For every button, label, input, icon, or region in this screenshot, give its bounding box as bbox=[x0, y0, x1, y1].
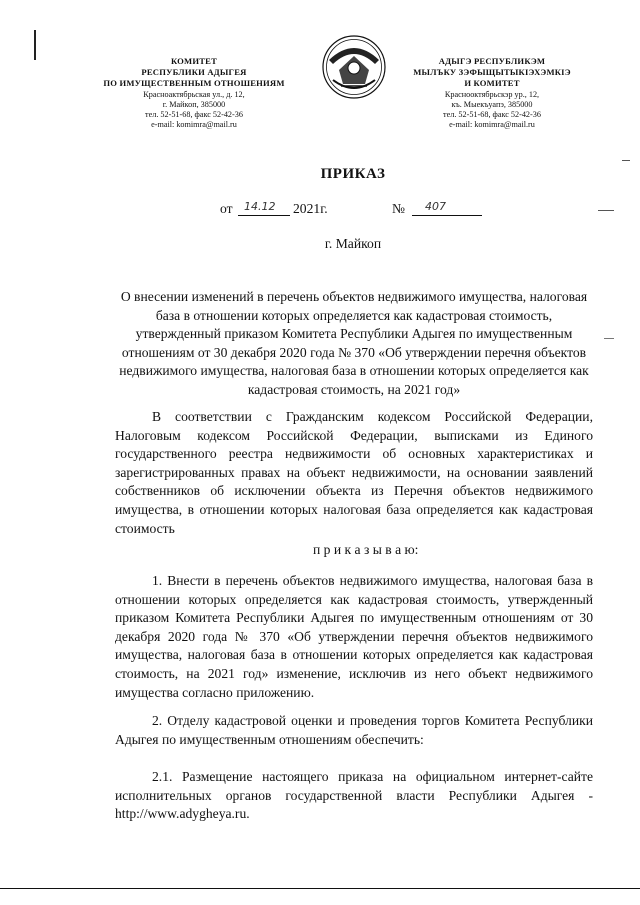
order-subject: О внесении изменений в перечень объектов недвижимого имущества, налоговая база в отношении которых определяется как кадастровая стоимость, утвержденный приказом Комитета Республики Адыгея по имущественным отношениям от 30 декабря 2020 года № 370 «Об утверждении перечня объектов недвижимого имущества, налоговая база в отношении которых определяется как кадастровая стоимость, на 2021 год» bbox=[119, 289, 589, 397]
date-handwritten: 14.12 bbox=[244, 200, 276, 213]
scan-noise-mark bbox=[622, 160, 630, 161]
scan-noise-mark bbox=[598, 210, 614, 211]
order-date-line bbox=[220, 200, 510, 220]
list-item: 1. Внести в перечень объектов недвижимого имущества, налоговая база в отношении которых определяется как кадастровая стоимость, утвержденный приказом Комитета Республики Адыгея по имущественным отношениям от 30 декабря 2020 года № 370 «Об утверждении перечня объектов недвижимого имущества, налоговая база в отношении которых определяется как кадастровая стоимость, на 2021 год» изменение, исключив из него объект недвижимого имущества согласно приложению. bbox=[115, 573, 593, 700]
list-item: 2. Отделу кадастровой оценки и проведения торгов Комитета Республики Адыгея по имущественным отношениям обеспечить: bbox=[115, 713, 593, 747]
right-header-title: АДЫГЭ РЕСПУБЛИКЭМ МЫЛЪКУ ЗЭФЫЩЫТЫКIЭХЭМКIЭ И КОМИТЕТ bbox=[413, 56, 571, 89]
list-item: 2.1. Размещение настоящего приказа на официальном интернет-сайте исполнительных органов государственной власти Республики Адыгея - http://www.adygheya.ru. bbox=[115, 769, 593, 822]
order-word: п р и к а з ы в а ю: bbox=[313, 542, 419, 557]
left-header-phone: тел. 52-51-68, факс 52-42-36 bbox=[145, 110, 243, 120]
left-header-city: г. Майкоп, 385000 bbox=[162, 99, 226, 109]
order-city: г. Майкоп bbox=[324, 236, 382, 251]
document-title: ПРИКАЗ bbox=[320, 166, 386, 182]
scan-margin-mark bbox=[34, 30, 36, 60]
left-header-email: e-mail: komimra@mail.ru bbox=[151, 120, 237, 130]
date-year: 2021г. bbox=[293, 201, 328, 216]
left-header-address: Красноактябрьская ул., д. 12, bbox=[143, 89, 245, 99]
number-underline bbox=[412, 215, 482, 216]
date-prefix: от bbox=[220, 201, 233, 216]
coat-of-arms-icon bbox=[319, 34, 389, 100]
scan-noise-mark bbox=[604, 338, 614, 339]
number-handwritten: 407 bbox=[425, 200, 446, 213]
left-header-title: КОМИТЕТ РЕСПУБЛИКИ АДЫГЕЯ ПО ИМУЩЕСТВЕННЫМ ОТНОШЕНИЯМ bbox=[103, 56, 285, 89]
right-header-phone: тел. 52-51-68, факс 52-42-36 bbox=[443, 110, 541, 120]
preamble-paragraph: В соответствии с Гражданским кодексом Российской Федерации, Налоговым кодексом Российской Федерации, выписками из Единого государственного реестра недвижимости об основных характеристиках и зарегистрированных правах на объект недвижимости, на основании заявлений собственников об исключении объекта из Перечня объектов недвижимого имущества, в отношении которых налоговая база определяется как кадастровая стоимость bbox=[115, 409, 593, 536]
left-header bbox=[75, 56, 313, 130]
right-header-address: Краснооктябрьскэр ур., 12, bbox=[444, 89, 540, 99]
right-header bbox=[392, 56, 592, 130]
bottom-divider bbox=[0, 888, 640, 889]
right-header-email: e-mail: komimra@mail.ru bbox=[449, 120, 535, 130]
number-prefix: № bbox=[392, 201, 405, 216]
right-header-city: къ. Мыекъуапэ, 385000 bbox=[451, 99, 533, 109]
